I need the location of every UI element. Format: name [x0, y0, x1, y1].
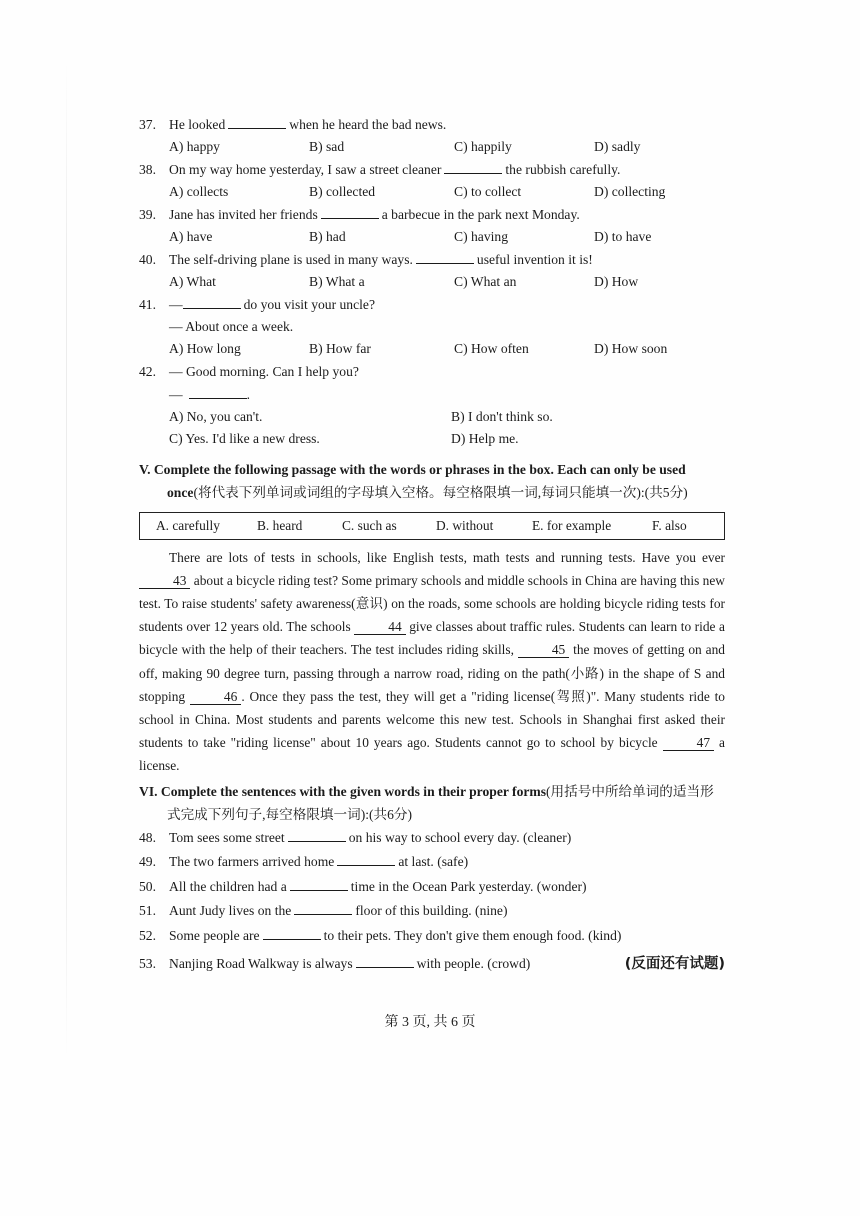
- options-42-row2: [139, 431, 725, 454]
- word-box-item: D. without: [436, 517, 494, 533]
- passage-paragraph: There are lots of tests in schools, like English tests, math tests and running tests. Have you ever 43 about a bicycle riding test? Some primary schools and middle schools in China are having this new test. To raise students' safety awareness(意识) on the roads, some schools are holding bicycle riding tests for students over 12 years old. The schools 44 give classes about traffic rules. Students can learn to ride a bicycle with the help of their teachers. The test includes riding skills, 45 the moves of getting on and off, making 90 degree turn, passing through a narrow road, riding on the path(小路) in the shape of S and stopping 46 . Once they pass the test, they will get a "riding license(驾照)". Many students ride to school in China. Most students and parents welcome this new test. Schools in Shanghai first asked their students to take "riding license" about 10 years ago. Students cannot go to school by bicycle 47 a license.: [139, 549, 725, 774]
- question-number: 37.: [139, 117, 156, 132]
- options-39: [139, 229, 725, 252]
- question-number: 48.: [139, 829, 156, 845]
- question-number: 53.: [139, 955, 156, 971]
- answer-blank[interactable]: [294, 902, 352, 915]
- question-number: 40.: [139, 252, 156, 267]
- question-53: 53. Nanjing Road Walkway is always with people. (crowd) (反面还有试题): [139, 952, 725, 977]
- word-box-item: A. carefully: [156, 517, 220, 533]
- option-a[interactable]: A) have: [169, 228, 213, 244]
- answer-blank[interactable]: [189, 386, 247, 399]
- reading-passage: [139, 546, 725, 778]
- option-c[interactable]: C) happily: [454, 138, 512, 154]
- option-c[interactable]: C) Yes. I'd like a new dress.: [169, 431, 320, 446]
- options-38: [139, 184, 725, 207]
- scan-fold-line: [66, 60, 67, 1060]
- option-a[interactable]: A) collects: [169, 183, 229, 199]
- question-number: 51.: [139, 903, 156, 919]
- dialogue-reply: — .: [169, 387, 250, 402]
- question-38: [139, 161, 725, 184]
- question-41: [139, 296, 725, 319]
- passage-blank-44[interactable]: 44: [354, 619, 405, 635]
- passage-blank-43[interactable]: 43: [139, 573, 190, 589]
- continue-note: (反面还有试题): [624, 955, 725, 972]
- answer-blank[interactable]: [263, 927, 321, 940]
- passage-blank-47[interactable]: 47: [663, 735, 714, 751]
- word-box-item: C. such as: [342, 517, 397, 533]
- answer-blank[interactable]: [321, 206, 379, 219]
- option-d[interactable]: D) Help me.: [451, 431, 519, 446]
- sentence-list: [139, 829, 725, 977]
- question-37: [139, 116, 725, 139]
- question-stem: On my way home yesterday, I saw a street cleaner the rubbish carefully.: [169, 162, 621, 177]
- word-box: [139, 512, 725, 540]
- question-number: 52.: [139, 927, 156, 943]
- options-37: [139, 139, 725, 162]
- answer-blank[interactable]: [183, 296, 241, 309]
- answer-blank[interactable]: [444, 161, 502, 174]
- option-a[interactable]: A) How long: [169, 341, 241, 356]
- option-b[interactable]: B) How far: [309, 341, 371, 356]
- option-b[interactable]: B) had: [309, 228, 346, 244]
- question-stem: — do you visit your uncle?: [169, 297, 375, 312]
- question-number: 42.: [139, 363, 156, 379]
- question-number: 39.: [139, 207, 156, 222]
- option-c[interactable]: C) How often: [454, 341, 529, 356]
- options-42-row1: [139, 409, 725, 432]
- question-number: 50.: [139, 878, 156, 894]
- option-c[interactable]: C) to collect: [454, 183, 522, 199]
- question-42: [139, 364, 725, 387]
- question-40: [139, 251, 725, 274]
- option-a[interactable]: A) happy: [169, 138, 220, 154]
- option-c[interactable]: C) having: [454, 228, 508, 244]
- word-box-item: F. also: [652, 517, 687, 533]
- option-a[interactable]: A) What: [169, 273, 216, 289]
- option-b[interactable]: B) sad: [309, 138, 345, 154]
- dialogue-reply: — About once a week.: [169, 318, 294, 334]
- question-49: 49. The two farmers arrived home at last. (safe): [139, 854, 469, 870]
- option-d[interactable]: D) How: [594, 273, 639, 289]
- options-41: [139, 341, 725, 364]
- question-stem: The self-driving plane is used in many ways. useful invention it is!: [169, 252, 593, 267]
- question-51: 51. Aunt Judy lives on the floor of this building. (nine): [139, 903, 508, 919]
- options-40: [139, 274, 725, 297]
- section-6-title: VI. Complete the sentences with the given words in their proper forms(用括号中所给单词的适当形式完成下列句子,每空格限填一词):(共6分): [139, 783, 714, 822]
- answer-blank[interactable]: [337, 853, 395, 866]
- passage-blank-46[interactable]: 46: [190, 689, 241, 705]
- page-footer: 第 3 页, 共 6 页: [384, 1015, 476, 1030]
- option-b[interactable]: B) collected: [309, 183, 376, 199]
- question-48: 48. Tom sees some street on his way to school every day. (cleaner): [139, 829, 572, 845]
- option-b[interactable]: B) What a: [309, 273, 365, 289]
- answer-blank[interactable]: [416, 251, 474, 264]
- question-number: 38.: [139, 162, 156, 177]
- option-a[interactable]: A) No, you can't.: [169, 408, 263, 424]
- question-stem: — Good morning. Can I help you?: [169, 363, 359, 379]
- word-box-item: E. for example: [532, 517, 612, 533]
- option-d[interactable]: D) sadly: [594, 138, 641, 154]
- option-d[interactable]: D) How soon: [594, 341, 668, 356]
- option-c[interactable]: C) What an: [454, 273, 517, 289]
- answer-blank[interactable]: [228, 116, 286, 129]
- answer-blank[interactable]: [288, 829, 346, 842]
- answer-blank[interactable]: [356, 955, 414, 968]
- passage-blank-45[interactable]: 45: [518, 642, 569, 658]
- exam-page: [139, 116, 725, 976]
- question-number: 41.: [139, 297, 156, 312]
- option-d[interactable]: D) collecting: [594, 183, 666, 199]
- question-number: 49.: [139, 854, 156, 870]
- answer-blank[interactable]: [290, 878, 348, 891]
- question-39: [139, 206, 725, 229]
- question-stem: He looked when he heard the bad news.: [169, 117, 447, 132]
- option-d[interactable]: D) to have: [594, 228, 652, 244]
- question-50: 50. All the children had a time in the Ocean Park yesterday. (wonder): [139, 878, 587, 894]
- word-box-item: B. heard: [257, 517, 303, 533]
- option-b[interactable]: B) I don't think so.: [451, 408, 553, 424]
- section-5-title: V. Complete the following passage with the words or phrases in the box. Each can only be used once(将代表下列单词或词组的字母填入空格。每空格限填一词,每词只能填一次):(共5分): [139, 461, 688, 500]
- question-stem: Jane has invited her friends a barbecue in the park next Monday.: [169, 207, 580, 222]
- question-52: 52. Some people are to their pets. They don't give them enough food. (kind): [139, 927, 622, 943]
